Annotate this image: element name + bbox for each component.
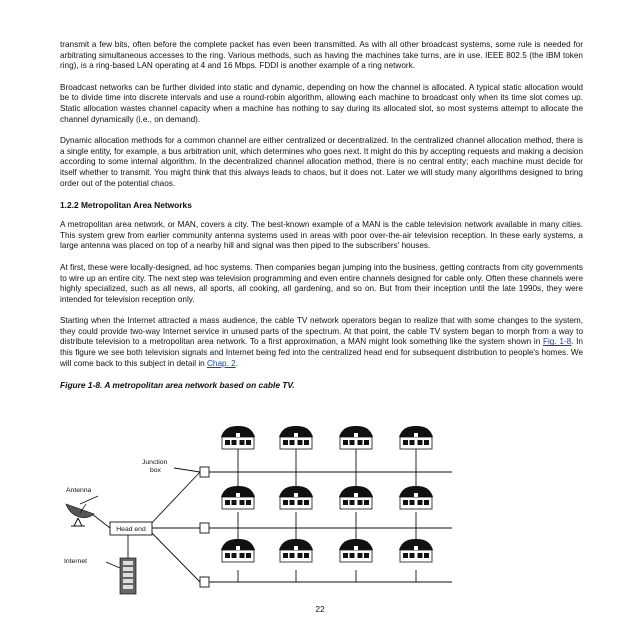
antenna-label: Antenna: [66, 487, 92, 494]
junction-box-label-line1: Junction: [142, 459, 168, 466]
house-icon: [399, 486, 433, 509]
house-icon: [221, 426, 255, 449]
house-icon: [279, 539, 313, 562]
head-end-label: Head end: [116, 526, 146, 533]
house-icon: [279, 486, 313, 509]
paragraph-static-dynamic: Broadcast networks can be further divided into static and dynamic, depending on how the channel is allocated. A typical static allocation would be to divide time into discrete intervals and use a round-robin algorithm, allowing each machine to broadcast only when its time slot comes up. Static allocation wastes channel capacity when a machine has nothing to say during its allocated slot, so most systems attempt to allocate the channel dynamically (i.e., on demand).: [60, 82, 583, 124]
house-icon: [339, 539, 373, 562]
paragraph-text-part3: .: [235, 358, 238, 368]
junction-box-label-line2: box: [150, 467, 161, 474]
paragraph-cable-history: At first, these were locally-designed, ad hoc systems. Then companies began jumping into the business, getting contracts from city governments to wire up an entire city. The next step was television programming and even entire channels designed for cable only. Often these channels were highly specialized, such as all news, all sports, all cooking, all gardening, and so on. But from their inception until the late 1990s, they were intended for television reception only.: [60, 262, 583, 304]
junction-box: [200, 523, 209, 533]
figure-caption: Figure 1-8. A metropolitan area network based on cable TV.: [60, 380, 295, 391]
internet-server-icon: [120, 558, 136, 594]
paragraph-internet-cable: [60, 316, 583, 369]
section-heading-man: 1.2.2 Metropolitan Area Networks: [60, 200, 192, 211]
link-chap-2[interactable]: Chap. 2: [207, 358, 236, 368]
antenna-dish-icon: [66, 504, 94, 526]
page-body: [60, 40, 583, 396]
house-icon: [399, 539, 433, 562]
paragraph-centralized: Dynamic allocation methods for a common channel are either centralized or decentralized. In the centralized channel allocation method, there is a single entity, for example, a bus arbitration unit, which determines who goes next. It might do this by accepting requests and making a decision according to some internal algorithm. In the decentralized channel allocation method, there is no central entity; each machine must decide for itself whether to transmit. You might think that this always leads to chaos, but it does not. Later we will study many algorithms designed to bring order out of the potential chaos.: [60, 136, 583, 188]
paragraph-man-intro: A metropolitan area network, or MAN, covers a city. The best-known example of a MAN is the cable television network available in many cities. This system grew from earlier community antenna systems used in areas with poor over-the-air television reception. In these early systems, a large antenna was placed on top of a nearby hill and signal was then piped to the subscribers' houses.: [60, 220, 583, 251]
paragraph-text-part1: Starting when the Internet attracted a mass audience, the cable TV network operators began to realize that with some changes to the system, they could provide two-way Internet service in unused parts of the spectrum. At that point, the cable TV system began to morph from a way to distribute television to a metropolitan area network. To a first approximation, a MAN might look something like the system shown in: [60, 316, 583, 347]
junction-box: [200, 577, 209, 587]
internet-label: Internet: [64, 558, 88, 565]
link-fig-1-8[interactable]: Fig. 1-8: [542, 337, 572, 347]
paragraph-ring-networks: transmit a few bits, often before the complete packet has even been transmitted. As with all other broadcast systems, some rule is needed for arbitrating simultaneous accesses to the ring. Various methods, such as having the machines take turns, are in use. IEEE 802.5 (the IBM token ring), is a ring-based LAN operating at 4 and 16 Mbps. FDDI is another example of a ring network.: [60, 40, 583, 71]
house-icon: [339, 426, 373, 449]
house-icon: [339, 486, 373, 509]
man-diagram: [62, 422, 462, 602]
house-icon: [221, 539, 255, 562]
junction-box: [200, 467, 209, 477]
house-icon: [399, 426, 433, 449]
house-icon: [279, 426, 313, 449]
page-number: 22: [315, 604, 325, 614]
man-figure: [62, 422, 462, 602]
house-icon: [221, 486, 255, 509]
paragraph-text-part2: . In this figure we see both television signals and Internet being fed into the centralized head end for subsequent distribution to people's homes. We will come back to this subject in detail in: [60, 337, 583, 368]
